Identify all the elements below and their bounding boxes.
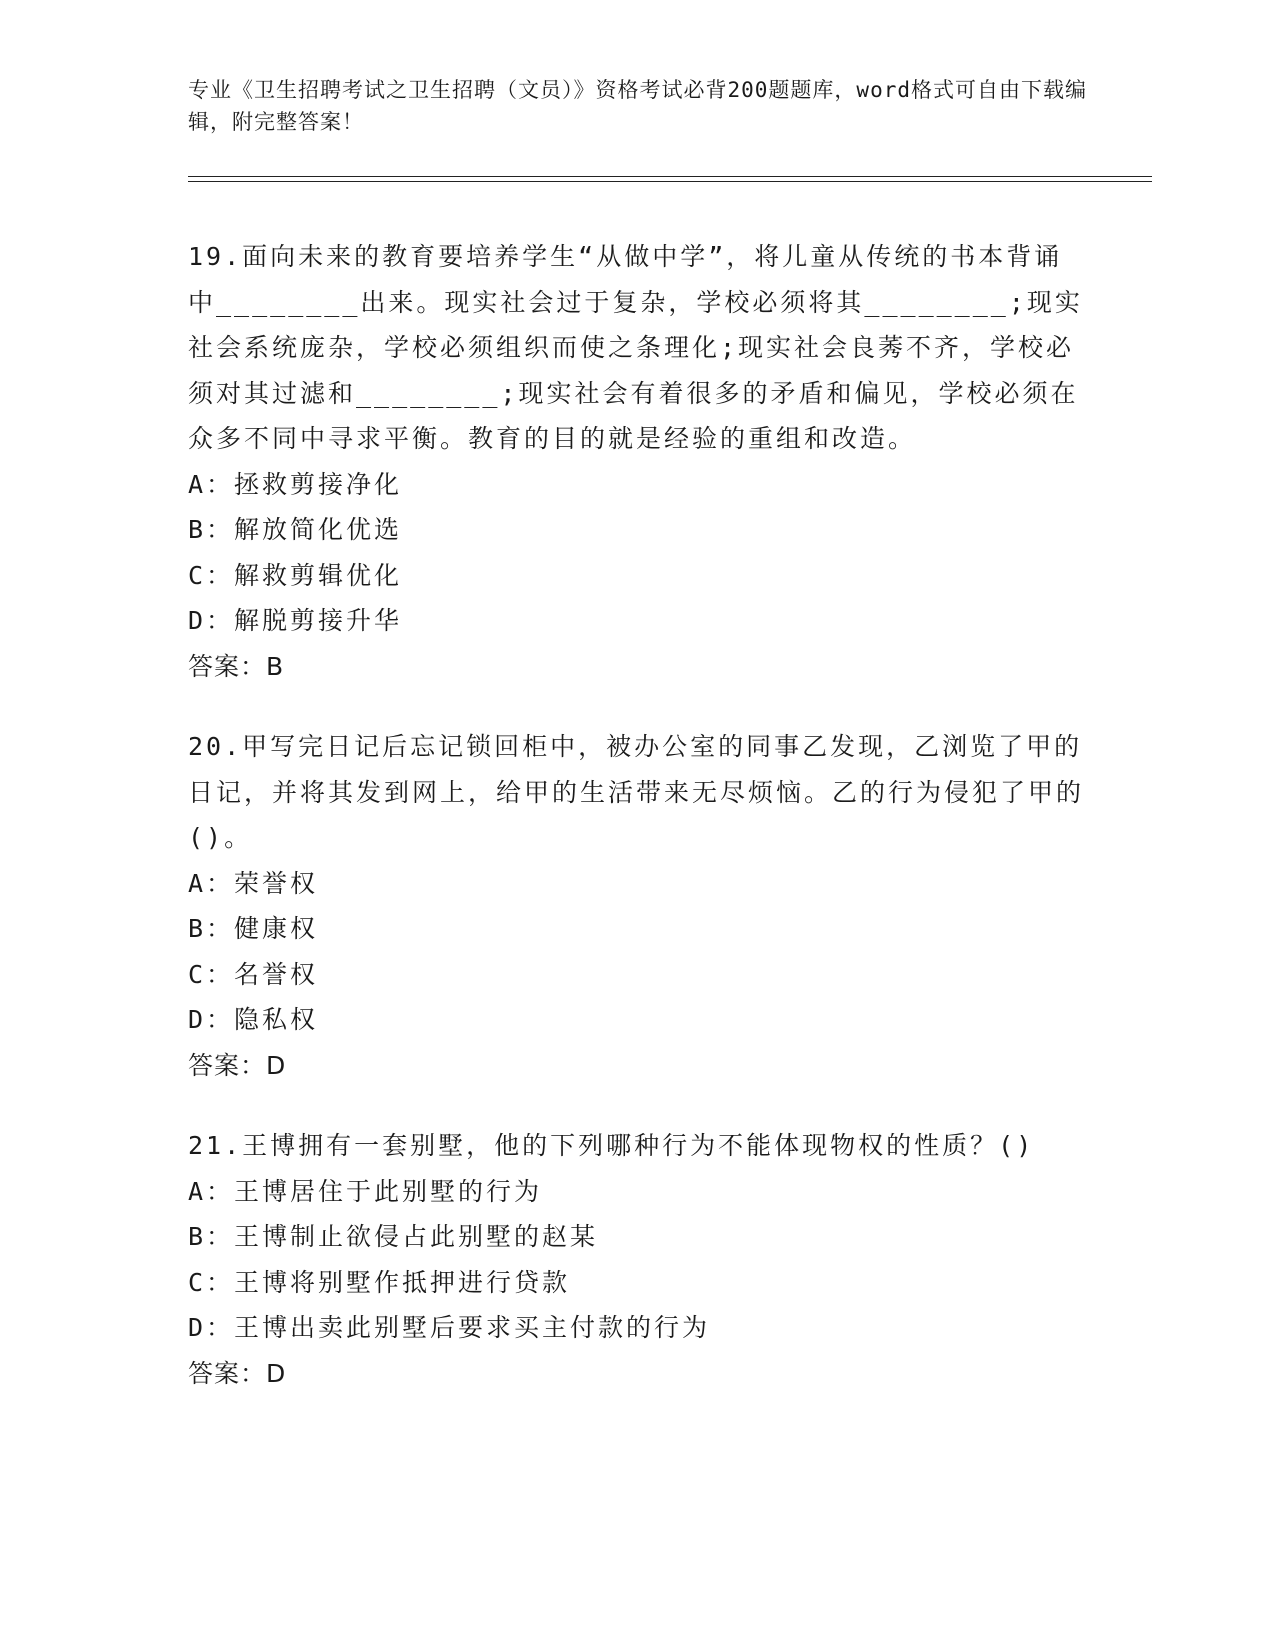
option-b: B：健康权 bbox=[188, 914, 319, 943]
option-a: A：拯救剪接净化 bbox=[188, 469, 403, 499]
question-19 bbox=[188, 234, 1088, 689]
option-b: B：解放简化优选 bbox=[188, 515, 403, 544]
question-20 bbox=[188, 724, 1088, 1088]
question-list bbox=[188, 234, 1088, 1431]
question-stem: 20.甲写完日记后忘记锁回柜中，被办公室的同事乙发现，乙浏览了甲的日记，并将其发到网上，给甲的生活带来无尽烦恼。乙的行为侵犯了甲的()。 bbox=[188, 732, 1085, 852]
option-d: D：隐私权 bbox=[188, 1005, 319, 1034]
option-d: D：王博出卖此别墅后要求买主付款的行为 bbox=[188, 1313, 711, 1342]
question-21 bbox=[188, 1123, 1088, 1396]
question-stem: 21.王博拥有一套别墅，他的下列哪种行为不能体现物权的性质？() bbox=[188, 1131, 1035, 1160]
document-header: 专业《卫生招聘考试之卫生招聘（文员）》资格考试必背200题题库，word格式可自由下载编辑，附完整答案！ bbox=[188, 78, 1087, 134]
option-c: C：名誉权 bbox=[188, 959, 319, 989]
answer: 答案：B bbox=[188, 651, 285, 681]
option-a: A：荣誉权 bbox=[188, 868, 319, 898]
answer: 答案：D bbox=[188, 1050, 287, 1080]
answer: 答案：D bbox=[188, 1358, 287, 1388]
header-divider-bottom bbox=[188, 181, 1152, 182]
header-divider-top bbox=[188, 176, 1152, 177]
option-a: A：王博居住于此别墅的行为 bbox=[188, 1176, 543, 1206]
option-d: D：解脱剪接升华 bbox=[188, 606, 403, 635]
option-c: C：解救剪辑优化 bbox=[188, 560, 403, 590]
option-b: B：王博制止欲侵占此别墅的赵某 bbox=[188, 1222, 599, 1251]
option-c: C：王博将别墅作抵押进行贷款 bbox=[188, 1267, 571, 1297]
question-stem: 19.面向未来的教育要培养学生“从做中学”，将儿童从传统的书本背诵中________出来。现实社会过于复杂，学校必须将其________;现实社会系统庞杂，学校必须组织而使之条理化;现实社会良莠不齐，学校必须对其过滤和________;现实社会有着很多的矛盾和偏见，学校必须在众多不同中寻求平衡。教育的目的就是经验的重组和改造。 bbox=[188, 242, 1083, 453]
